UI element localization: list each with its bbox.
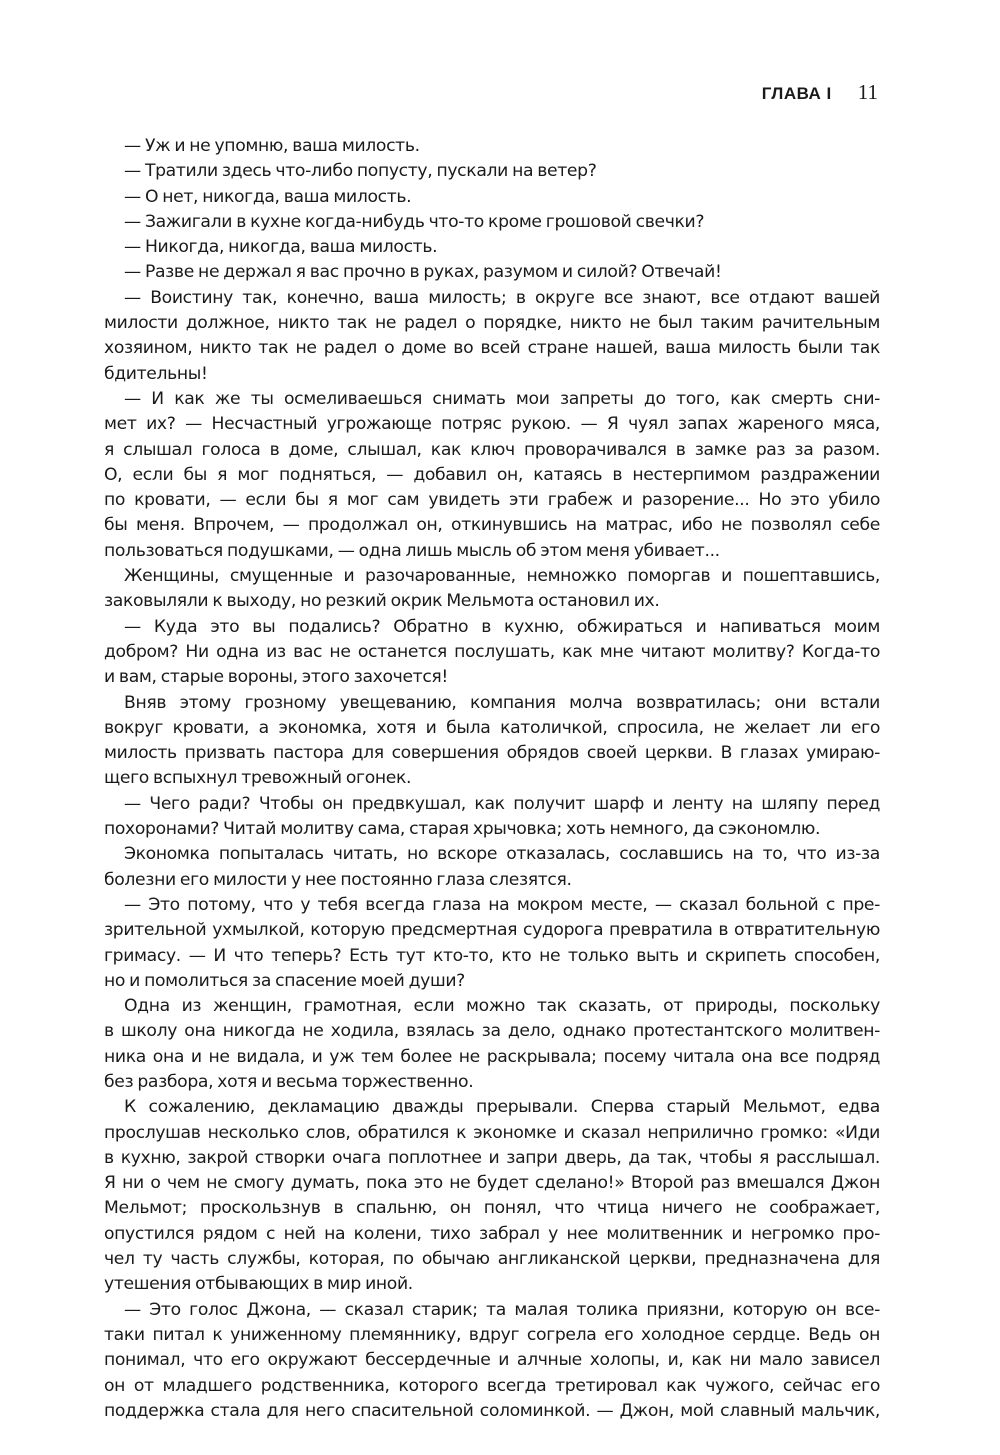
paragraph (104, 387, 880, 564)
text-line: милость призвать пастора для совершения обрядов своей церкви. В глазах умираю- (104, 743, 880, 764)
text-line: Экономка попыталась читать, но вскоре отказалась, сославшись на то, что из-за (124, 844, 880, 865)
text-line: зрительной ухмылкой, которую предсмертная судорога превратила в отвратительную (104, 920, 880, 941)
running-header (762, 80, 878, 105)
text-line: — Это потому, что у тебя всегда глаза на мокром месте, — сказал больной с пре- (124, 894, 880, 915)
paragraph (104, 286, 880, 387)
text-line: — Никогда, никогда, ваша милость. (124, 237, 438, 258)
paragraph (104, 1095, 880, 1297)
text-line: добром? Ни одна из вас не останется послушать, как мне читают молитву? Когда-то (104, 641, 880, 662)
text-line: опустился рядом с ней на колени, тихо забрал у нее молитвенник и негромко про- (104, 1223, 880, 1244)
text-line: Женщины, смущенные и разочарованные, немножко поморгав и пошептавшись, (124, 566, 880, 587)
text-line: — Воистину так, конечно, ваша милость; в округе все знают, все отдают вашей (124, 287, 880, 308)
text-line: утешения отбывающих в мир иной. (104, 1274, 413, 1295)
paragraph (104, 159, 880, 184)
paragraph (104, 564, 880, 615)
paragraph (104, 792, 880, 843)
text-line: — О нет, никогда, ваша милость. (124, 186, 412, 207)
text-line: гримасу. — И что теперь? Есть тут кто-то, кто не только выть и скрипеть способен, (104, 945, 880, 966)
text-line: О, если бы я мог подняться, — добавил он, катаясь в нестерпимом раздражении (104, 464, 880, 485)
text-line: в школу она никогда не ходила, взялась за дело, однако протестантского молитвен- (104, 1021, 880, 1042)
page-number: 11 (857, 80, 878, 104)
text-line: в кухню, закрой створки очага поплотнее и запри дверь, да так, чтобы я расслышал. (104, 1147, 880, 1168)
paragraph (104, 842, 880, 893)
page-body-text (104, 134, 880, 1424)
paragraph (104, 185, 880, 210)
paragraph (104, 893, 880, 994)
text-line: болезни его милости у нее постоянно глаза слезятся. (104, 869, 572, 890)
text-line: К сожалению, декламацию дважды прерывали. Сперва старый Мельмот, едва (124, 1097, 880, 1118)
text-line: я слышал голоса в доме, слышал, как ключ проворачивался в замке раз за разом. (104, 439, 880, 460)
text-line: — Уж и не упомню, ваша милость. (124, 136, 420, 156)
paragraph (104, 260, 880, 285)
text-line: — И как же ты осмеливаешься снимать мои запреты до того, как смерть сни- (124, 388, 880, 409)
text-line: поддержка стала для него спасительной соломинкой. — Джон, мой славный мальчик, (104, 1400, 880, 1421)
text-line: бдительны! (104, 363, 208, 384)
paragraph (104, 615, 880, 691)
text-line: — Тратили здесь что-либо попусту, пускали на ветер? (124, 161, 597, 182)
text-line: Вняв этому грозному увещеванию, компания молча возвратилась; они встали (124, 692, 880, 713)
text-line: — Разве не держал я вас прочно в руках, разумом и силой? Отвечай! (124, 262, 722, 283)
paragraph (104, 994, 880, 1095)
text-line: Одна из женщин, грамотная, если можно так сказать, от природы, поскольку (124, 996, 880, 1017)
text-line: заковыляли к выходу, но резкий окрик Мельмота остановил их. (104, 591, 660, 612)
chapter-title: ГЛАВА I (761, 84, 832, 103)
text-line: он от младшего родственника, которого всегда третировал как чужого, сейчас его (104, 1375, 880, 1396)
text-line: пользоваться подушками, — одна лишь мысль об этом меня убивает... (104, 540, 720, 561)
paragraph (104, 691, 880, 792)
text-line: понимал, что его окружают бессердечные и алчные холопы, и, как ни мало зависел (104, 1350, 880, 1371)
text-line: но и помолиться за спасение моей души? (104, 970, 465, 991)
text-line: — Куда это вы подались? Обратно в кухню, обжираться и напиваться моим (124, 616, 880, 637)
text-line: ника она и не видала, и уж тем более не раскрывала; посему читала она все подряд (104, 1046, 880, 1067)
paragraph (104, 235, 880, 260)
text-line: и вам, старые вороны, этого захочется! (104, 667, 448, 688)
text-line: чел ту часть службы, которая, по обычаю англиканской церкви, предназначена для (104, 1249, 880, 1270)
text-line: Я ни о чем не смогу думать, пока это не будет сделано!» Второй раз вмешался Джон (104, 1173, 880, 1194)
text-line: хозяином, никто так не радел о доме во всей стране нашей, ваша милость были так (104, 338, 880, 359)
text-line: щего вспыхнул тревожный огонек. (104, 768, 412, 789)
text-line: вокруг кровати, а экономка, хотя и была католичкой, спросила, не желает ли его (104, 717, 880, 738)
text-line: похоронами? Читай молитву сама, старая хрычовка; хоть немного, да сэкономлю. (104, 819, 821, 840)
paragraph (104, 1298, 880, 1424)
text-line: мет их? — Несчастный угрожающе потряс рукою. — Я чуял запах жареного мяса, (104, 414, 880, 435)
paragraph (104, 134, 880, 159)
text-line: — Чего ради? Чтобы он предвкушал, как получит шарф и ленту на шляпу перед (124, 793, 880, 814)
text-line: прослушав несколько слов, обратился к экономке и сказал неприлично громко: «Иди (104, 1122, 880, 1143)
text-line: — Зажигали в кухне когда-нибудь что-то кроме грошовой свечки? (124, 211, 705, 232)
text-line: — Это голос Джона, — сказал старик; та малая толика приязни, которую он все- (124, 1299, 880, 1320)
text-line: милости должное, никто так не радел о порядке, никто не был таким рачительным (104, 313, 880, 334)
text-line: таки питал к униженному племяннику, вдруг согрела его холодное сердце. Ведь он (104, 1324, 880, 1345)
paragraph (104, 210, 880, 235)
text-line: бы меня. Впрочем, — продолжал он, откинувшись на матрас, ибо не позволял себе (104, 515, 880, 536)
text-line: по кровати, — если бы я мог сам увидеть эти грабеж и разорение... Но это убило (104, 490, 880, 511)
text-line: без разбора, хотя и весьма торжественно. (104, 1071, 474, 1092)
text-line: Мельмот; проскользнув в спальню, он понял, что чтица ничего не соображает, (104, 1198, 880, 1219)
